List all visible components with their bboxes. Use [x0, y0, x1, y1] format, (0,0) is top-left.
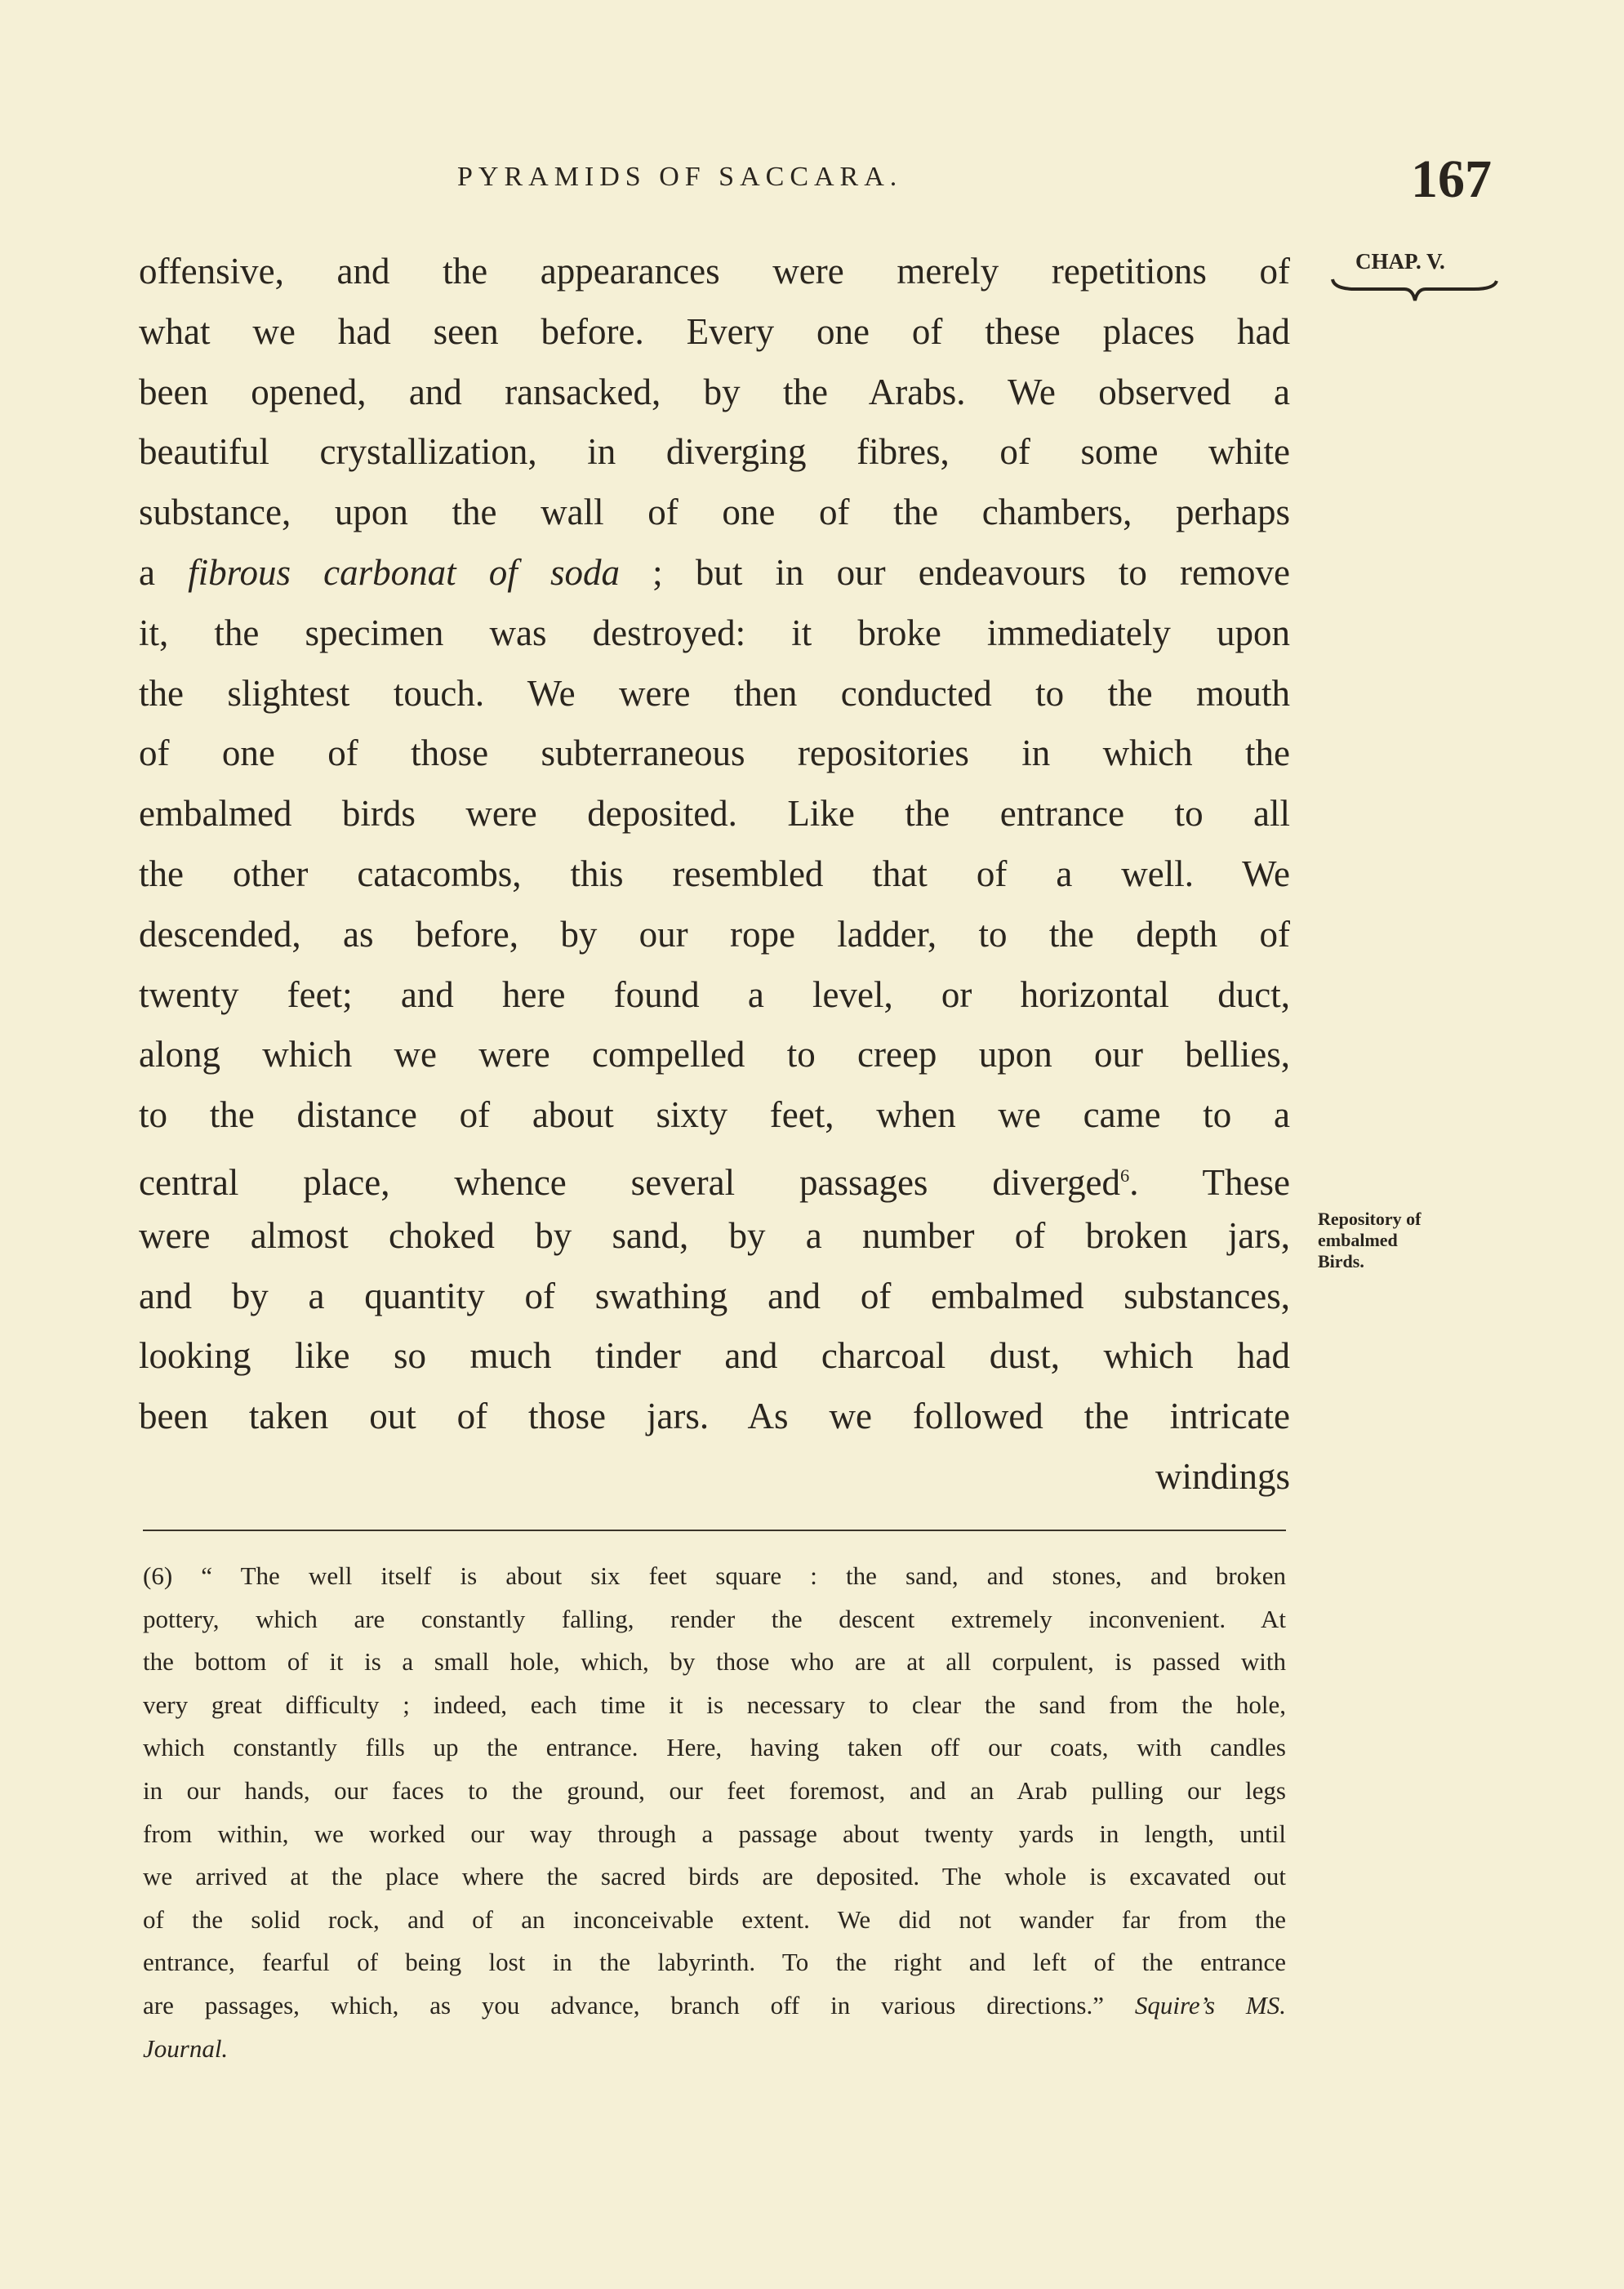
body-line — [139, 1326, 1290, 1387]
running-title: PYRAMIDS OF SACCARA. — [457, 162, 903, 192]
body-line — [139, 1267, 1290, 1327]
body-line — [139, 1387, 1290, 1447]
text-run: . These — [1129, 1161, 1290, 1203]
italic-text: Squire’s MS. — [1134, 1990, 1286, 2020]
margin-note-line: Birds. — [1318, 1251, 1364, 1271]
body-line — [139, 242, 1290, 302]
italic-text: fibrous carbonat of soda — [188, 551, 620, 593]
body-line — [139, 302, 1290, 363]
text-run: to the distance of about sixty feet, when we came to a — [139, 1094, 1290, 1136]
body-text — [139, 242, 1290, 1507]
body-line — [139, 363, 1290, 423]
body-line — [139, 483, 1290, 543]
text-run: been taken out of those jars. As we followed the intricate — [139, 1396, 1290, 1437]
margin-note-line: Repository of — [1318, 1209, 1422, 1229]
text-run: the other catacombs, this resembled that of a well. We — [139, 853, 1290, 894]
body-line — [139, 664, 1290, 724]
footnote-line — [143, 1899, 1286, 1942]
body-line — [139, 844, 1290, 905]
chapter-brace-ornament — [1331, 278, 1498, 310]
chapter-label: CHAP. V. — [1355, 249, 1445, 274]
body-line — [139, 603, 1290, 664]
page-number: 167 — [1411, 149, 1492, 209]
text-run: central place, whence several passages diverged — [139, 1161, 1120, 1203]
text-run: what we had seen before. Every one of these places had — [139, 310, 1290, 352]
text-run: offensive, and the appearances were merely repetitions of — [139, 251, 1290, 292]
footnote-line — [143, 1941, 1286, 1984]
body-line — [139, 543, 1290, 603]
text-run: entrance, fearful of being lost in the labyrinth. To the right and left of the entrance — [143, 1948, 1286, 1977]
text-run: a — [139, 551, 189, 593]
text-run: it, the specimen was destroyed: it broke immediately upon — [139, 612, 1290, 653]
text-run: twenty feet; and here found a level, or horizontal duct, — [139, 973, 1290, 1015]
text-run: of the solid rock, and of an inconceivable extent. We did not wander far from the — [143, 1904, 1286, 1934]
text-run: beautiful crystallization, in diverging fibres, of some white — [139, 431, 1290, 473]
footnote-line — [143, 1855, 1286, 1899]
footnote-line — [143, 1598, 1286, 1641]
text-run: substance, upon the wall of one of the chambers, perhaps — [139, 492, 1290, 533]
body-line — [139, 1085, 1290, 1146]
footnote-line — [143, 1984, 1286, 2028]
footnote-ref: 6 — [1119, 1165, 1130, 1186]
text-run: embalmed birds were deposited. Like the entrance to all — [139, 793, 1290, 835]
margin-note — [1318, 1209, 1421, 1272]
margin-note-line: embalmed — [1318, 1230, 1398, 1250]
footnote-line — [143, 1641, 1286, 1684]
footnote-line — [143, 1726, 1286, 1770]
text-run: the slightest touch. We were then conducted to the mouth — [139, 672, 1290, 714]
text-run: which constantly fills up the entrance. Here, having taken off our coats, with candles — [143, 1733, 1286, 1762]
text-run: in our hands, our faces to the ground, our feet foremost, and an Arab pulling our legs — [143, 1775, 1286, 1805]
italic-text: Journal. — [143, 2033, 229, 2063]
footnote — [143, 1555, 1286, 2070]
text-run: we arrived at the place where the sacred birds are deposited. The whole is excavated out — [143, 1862, 1286, 1891]
body-line — [139, 1447, 1290, 1507]
text-run: (6) “ The well itself is about six feet square : the sand, and stones, and broken — [143, 1561, 1286, 1590]
footnote-line — [143, 1684, 1286, 1727]
body-line — [139, 965, 1290, 1026]
text-run: were almost choked by sand, by a number of broken jars, — [139, 1214, 1290, 1256]
text-run: along which we were compelled to creep upon our bellies, — [139, 1034, 1290, 1075]
footnote-line — [143, 1813, 1286, 1856]
text-run: ; but in our endeavours to remove — [620, 551, 1290, 593]
footnote-line — [143, 1770, 1286, 1813]
body-line — [139, 1025, 1290, 1085]
text-run: been opened, and ransacked, by the Arabs. We observed a — [139, 371, 1290, 412]
text-run: pottery, which are constantly falling, render the descent extremely inconvenient. At — [143, 1604, 1286, 1633]
body-line — [139, 724, 1290, 784]
text-run: are passages, which, as you advance, branch off in various directions.” — [143, 1990, 1135, 2020]
footnote-line — [143, 2028, 1286, 2071]
text-run: from within, we worked our way through a passage about twenty yards in length, until — [143, 1819, 1286, 1848]
text-run: very great difficulty ; indeed, each time it is necessary to clear the sand from the hole, — [143, 1690, 1286, 1719]
text-run: of one of those subterraneous repositories in which the — [139, 733, 1290, 774]
text-run: descended, as before, by our rope ladder, to the depth of — [139, 913, 1290, 955]
body-line — [139, 1206, 1290, 1267]
text-run: looking like so much tinder and charcoal dust, which had — [139, 1335, 1290, 1377]
body-line — [139, 905, 1290, 965]
text-run: and by a quantity of swathing and of embalmed substances, — [139, 1275, 1290, 1316]
body-line — [139, 1146, 1290, 1206]
footnote-line — [143, 1555, 1286, 1598]
body-line — [139, 422, 1290, 483]
text-run: windings — [1155, 1455, 1290, 1497]
text-run: the bottom of it is a small hole, which, by those who are at all corpulent, is passed with — [143, 1647, 1286, 1677]
footnote-rule — [143, 1530, 1286, 1531]
body-line — [139, 784, 1290, 844]
